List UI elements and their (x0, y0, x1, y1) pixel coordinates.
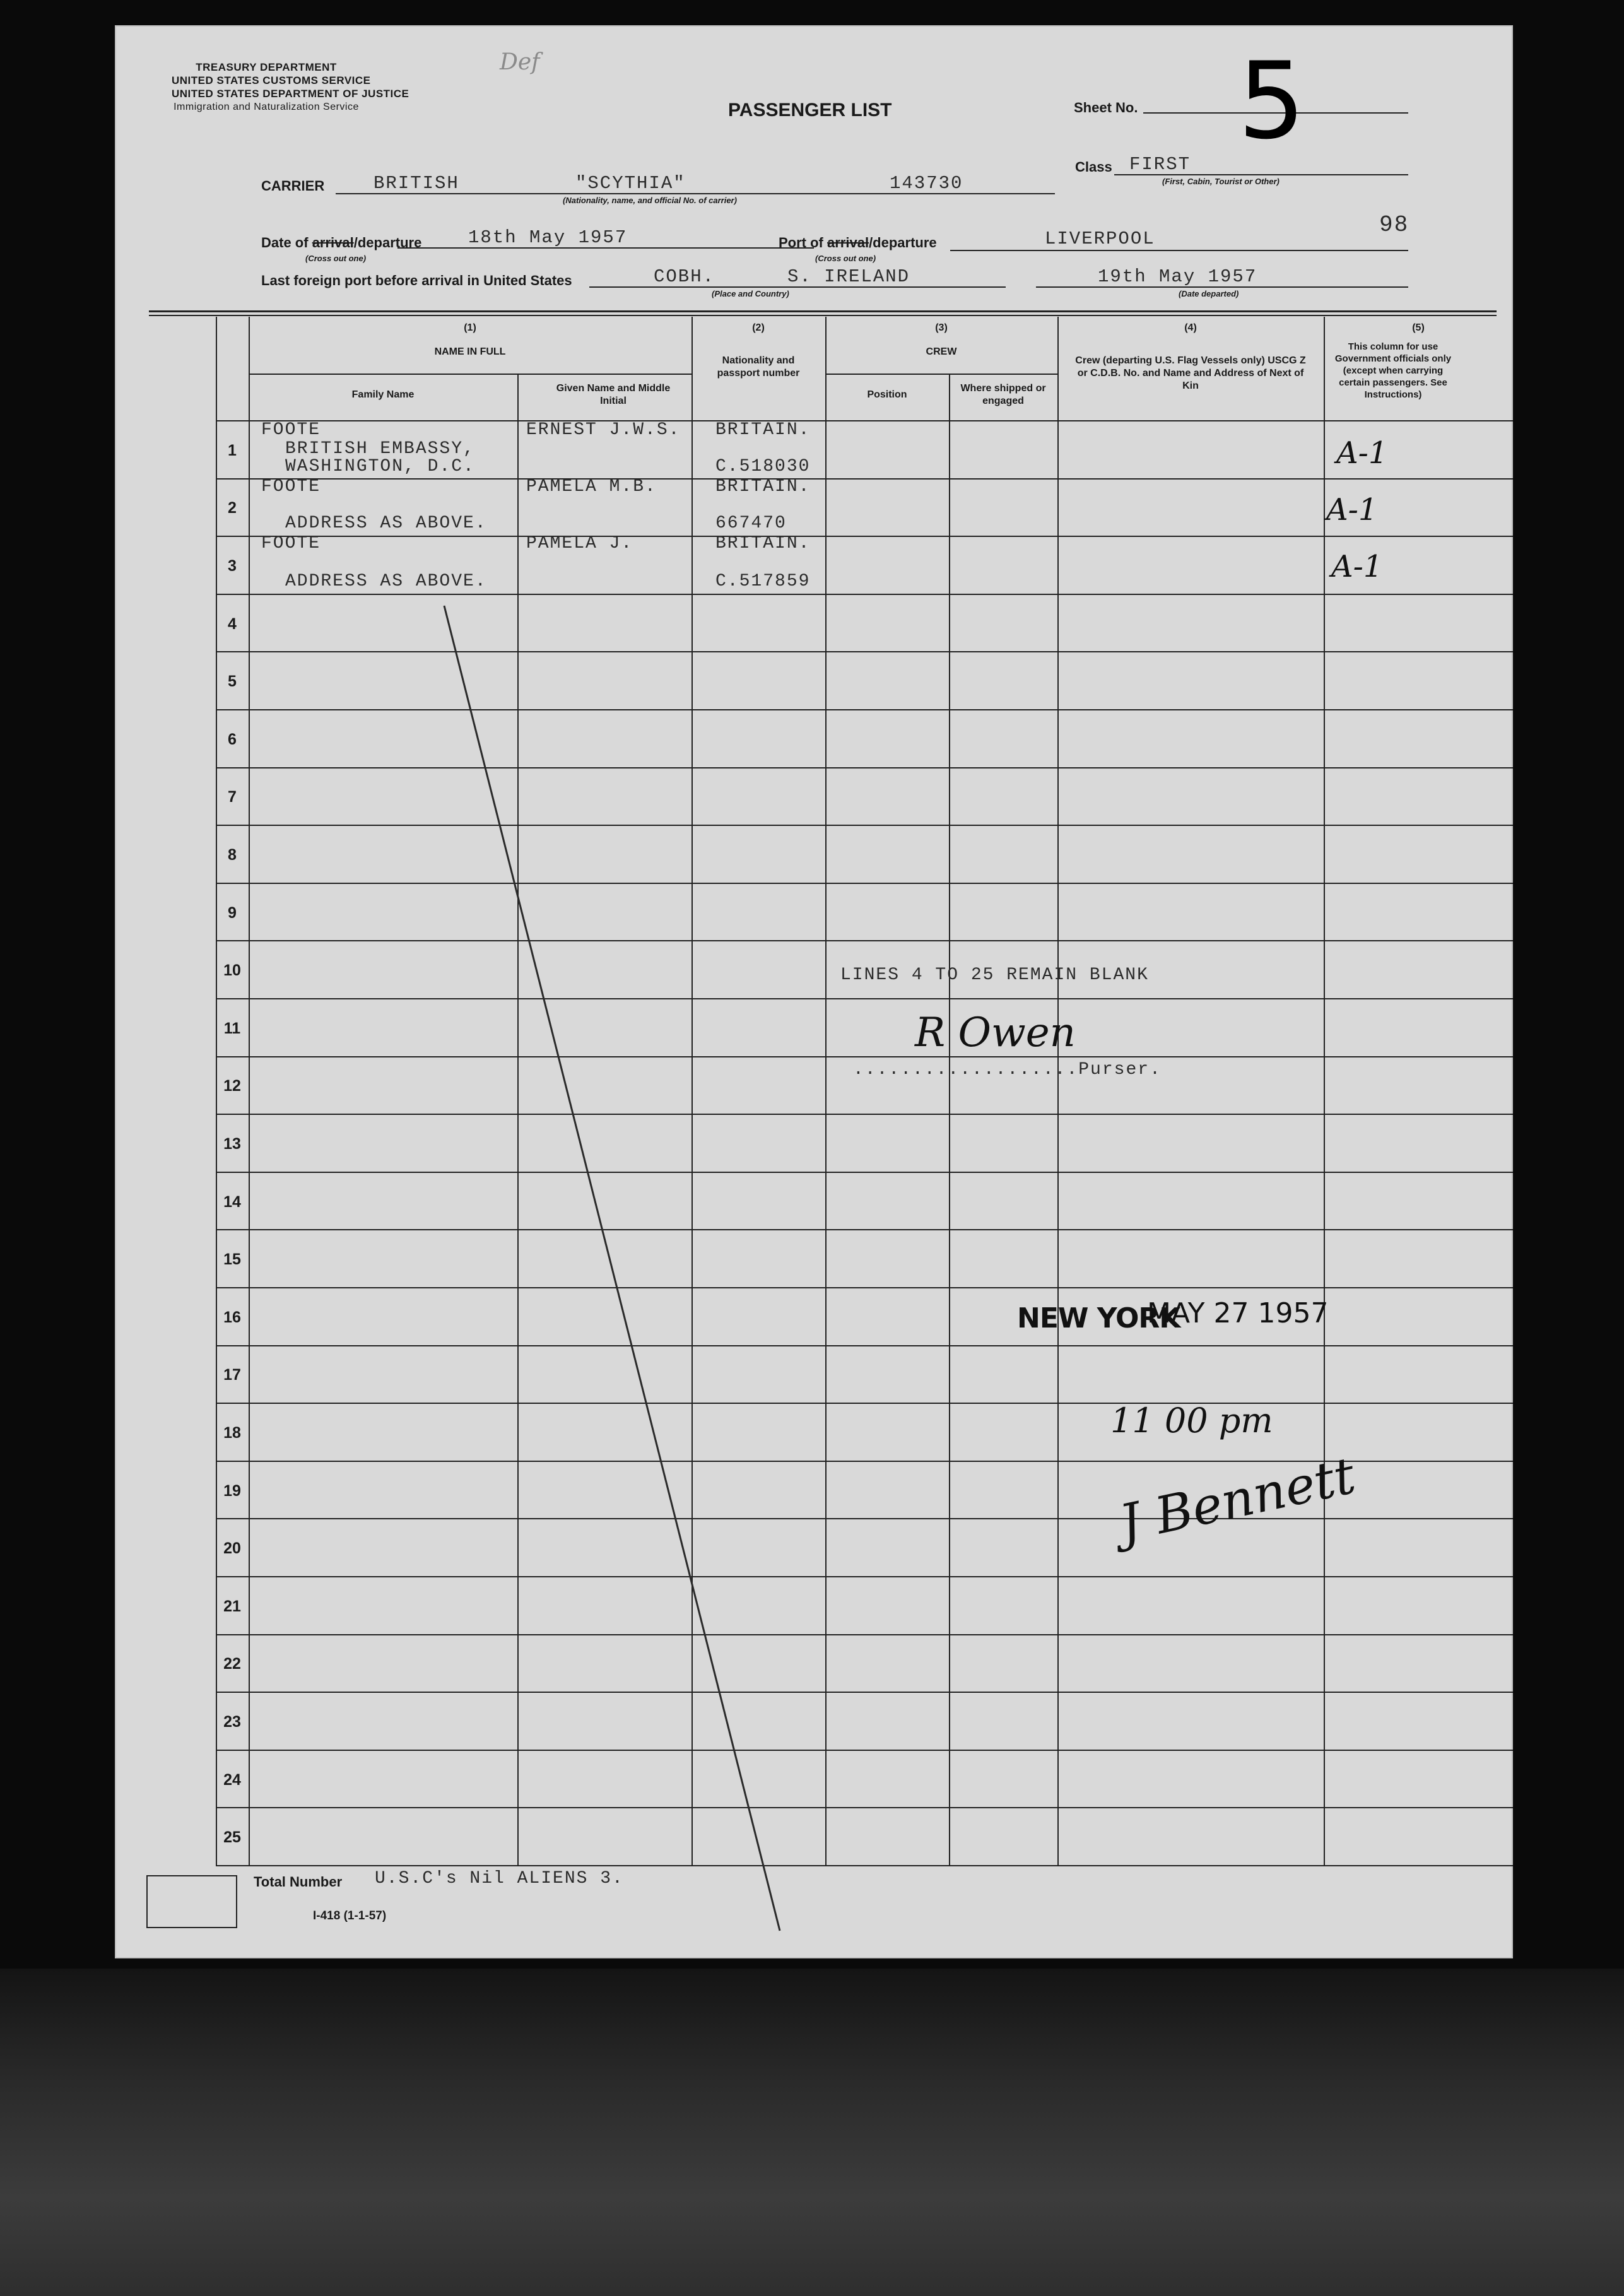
row-number: 21 (223, 1598, 241, 1615)
passenger-list-form (115, 25, 1513, 1958)
agency-line-4: Immigration and Naturalization Service (174, 102, 359, 112)
row-number: 14 (223, 1193, 241, 1211)
col1-title: NAME IN FULL (434, 346, 506, 357)
departure-label-suffix: /departure (353, 235, 422, 250)
port-label-prefix: Port of (779, 235, 827, 250)
row1-address-2: WASHINGTON, D.C. (285, 457, 475, 476)
departure-date-hint: (Cross out one) (305, 254, 367, 263)
row2-given: PAMELA M.B. (526, 477, 657, 497)
row3-given: PAMELA J. (526, 534, 633, 553)
row-number: 2 (228, 499, 237, 517)
form-number: I-418 (1-1-57) (313, 1909, 387, 1922)
port-value: LIVERPOOL (1045, 228, 1155, 249)
total-number-label: Total Number (254, 1874, 343, 1890)
class-value: FIRST (1129, 154, 1191, 175)
row1-nationality: BRITAIN. (715, 420, 811, 440)
row1-official-mark: A-1 (1336, 435, 1388, 471)
last-port-place-hint: (Place and Country) (712, 289, 789, 298)
carrier-hint: (Nationality, name, and official No. of carrier) (563, 196, 737, 205)
row-number: 11 (223, 1020, 241, 1037)
last-port-label: Last foreign port before arrival in United States (261, 273, 572, 288)
port-hint: (Cross out one) (815, 254, 876, 263)
row-number: 12 (223, 1077, 241, 1095)
row1-address-1: BRITISH EMBASSY, (285, 439, 475, 459)
port-label-suffix: /departure (869, 235, 937, 250)
departure-date-value: 18th May 1957 (468, 227, 628, 248)
col3-title: CREW (926, 346, 957, 357)
row-number: 4 (228, 615, 237, 633)
last-port-place: COBH. (654, 266, 715, 287)
row3-official-mark: A-1 (1331, 549, 1383, 584)
last-port-date-hint: (Date departed) (1179, 289, 1239, 298)
carrier-label: CARRIER (261, 178, 325, 194)
col1-number: (1) (464, 322, 476, 333)
port-stamp-date: MAY 27 1957 (1147, 1297, 1329, 1329)
row3-passport: C.517859 (715, 572, 811, 591)
class-hint: (First, Cabin, Tourist or Other) (1162, 177, 1280, 186)
row-number: 9 (228, 904, 237, 922)
row-number: 16 (223, 1309, 241, 1326)
row-number: 15 (223, 1251, 241, 1268)
col2-number: (2) (752, 322, 765, 333)
col4-title: Crew (departing U.S. Flag Vessels only) USCG Z or C.D.B. No. and Name and Address of Next of Kin (1075, 355, 1306, 391)
departure-label-struck: arrival (312, 235, 354, 250)
row-number: 10 (223, 962, 241, 979)
blank-lines-strike (115, 25, 1513, 1958)
col3b-title: Where shipped or engaged (960, 383, 1046, 406)
row3-family: FOOTE (261, 534, 321, 553)
row2-official-mark: A-1 (1326, 492, 1378, 527)
row1-passport: C.518030 (715, 457, 811, 476)
row3-address-2: ADDRESS AS ABOVE. (285, 572, 487, 591)
col2-title: Nationality and passport number (717, 355, 800, 379)
form-title: PASSENGER LIST (728, 100, 892, 121)
row-number: 22 (223, 1655, 241, 1673)
class-label: Class (1075, 159, 1112, 175)
row-number: 25 (223, 1828, 241, 1846)
sheet-number-value: 5 (1238, 39, 1305, 163)
margin-number: 98 (1379, 212, 1409, 238)
purser-line: ...................Purser. (853, 1060, 1162, 1080)
row-number: 7 (228, 788, 237, 806)
row-number: 8 (228, 846, 237, 864)
blank-lines-note: LINES 4 TO 25 REMAIN BLANK (840, 965, 1149, 985)
col4-number: (4) (1184, 322, 1197, 333)
row-number: 17 (223, 1366, 241, 1384)
row-number: 20 (223, 1539, 241, 1557)
carrier-nationality: BRITISH (374, 173, 459, 194)
row-number: 5 (228, 673, 237, 690)
pencil-mark: Def (500, 49, 540, 75)
row-number: 24 (223, 1771, 241, 1789)
col5-number: (5) (1412, 322, 1425, 333)
tally-box (146, 1875, 237, 1928)
departure-label-prefix: Date of (261, 235, 312, 250)
purser-signature: R Owen (915, 1010, 1076, 1056)
row-number: 19 (223, 1482, 241, 1500)
agency-line-2: UNITED STATES CUSTOMS SERVICE (172, 74, 371, 86)
row2-address-2: ADDRESS AS ABOVE. (285, 514, 487, 533)
row1-family: FOOTE (261, 420, 321, 440)
row-number: 13 (223, 1135, 241, 1153)
row2-nationality: BRITAIN. (715, 477, 811, 497)
row1-given: ERNEST J.W.S. (526, 420, 681, 440)
row-number: 23 (223, 1713, 241, 1731)
row2-passport: 667470 (715, 514, 787, 533)
agency-line-1: TREASURY DEPARTMENT (196, 61, 337, 73)
agency-line-3: UNITED STATES DEPARTMENT OF JUSTICE (172, 88, 409, 100)
col1a-title: Family Name (351, 389, 415, 400)
row2-family: FOOTE (261, 477, 321, 497)
carrier-name: "SCYTHIA" (575, 173, 686, 194)
col3-number: (3) (935, 322, 948, 333)
sheet-number-label: Sheet No. (1074, 100, 1138, 115)
inspector-signature: J Bennett (1114, 1445, 1360, 1553)
port-stamp-city: NEW YORK (1017, 1302, 1180, 1334)
total-number-value: U.S.C's Nil ALIENS 3. (375, 1869, 624, 1888)
col5-title: This column for use Government officials only (except when carrying certain passengers. See Instructions) (1334, 341, 1452, 400)
row-number: 6 (228, 731, 237, 748)
row3-nationality: BRITAIN. (715, 534, 811, 553)
scan-background (0, 1969, 1624, 2296)
col3a-title: Position (867, 389, 907, 400)
port-label-struck: arrival (827, 235, 869, 250)
inspection-time: 11 00 pm (1110, 1401, 1273, 1440)
col1b-title: Given Name and Middle Initial (556, 383, 671, 406)
row-number: 3 (228, 557, 237, 575)
carrier-number: 143730 (890, 173, 963, 194)
row-number: 18 (223, 1424, 241, 1442)
row-number: 1 (228, 442, 237, 459)
last-port-country: S. IRELAND (787, 266, 910, 287)
last-port-date: 19th May 1957 (1098, 266, 1257, 287)
